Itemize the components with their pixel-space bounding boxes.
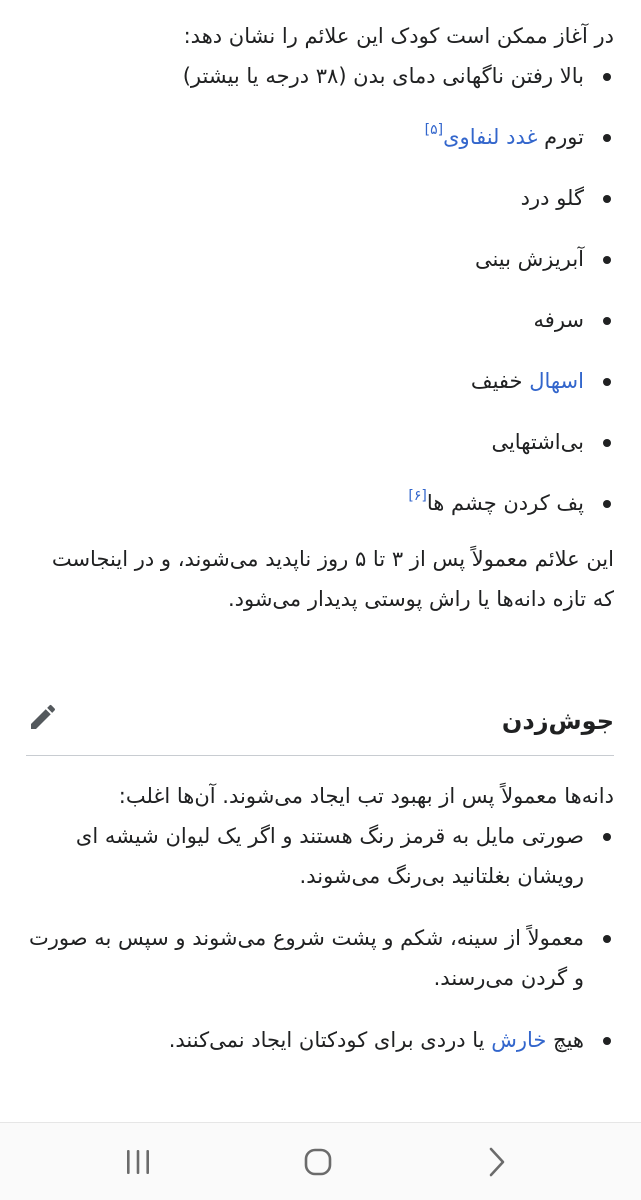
symptoms-list [26,56,614,523]
lymph-nodes-link[interactable]: غدد لنفاوی [443,125,538,149]
list-item-text: تورم [537,125,584,149]
recent-apps-button[interactable] [108,1137,168,1187]
list-item [26,239,614,279]
list-item-text: سرفه [533,308,584,332]
section-title: جوش‌زدن [501,707,614,735]
pencil-icon [27,701,59,733]
article-content [0,16,641,1060]
itching-link[interactable]: خارش [491,1028,547,1052]
list-item [26,56,614,96]
home-icon [301,1145,335,1179]
list-item-text: صورتی مایل به قرمز رنگ هستند و اگر یک لیوان شیشه ای رویشان بغلتانید بی‌رنگ می‌شوند. [75,824,584,888]
reference-5-link[interactable]: [۵] [424,122,444,138]
list-item [26,300,614,340]
list-item [26,117,614,157]
list-item-text: یا دردی برای کودکتان ایجاد نمی‌کنند. [168,1028,492,1052]
list-item [26,361,614,401]
list-item-text: هیچ [546,1028,584,1052]
list-item-text: بالا رفتن ناگهانی دمای بدن (۳۸ درجه یا بیشتر) [182,64,584,88]
list-item [26,918,614,998]
list-item [26,483,614,523]
system-navigation-bar [0,1122,641,1200]
list-item-text: آبریزش بینی [474,247,584,271]
recent-apps-icon [122,1146,154,1178]
edit-section-button[interactable] [27,701,59,733]
symptoms-duration-paragraph: این علائم معمولاً پس از ۳ تا ۵ روز ناپدید می‌شوند، و در اینجاست که تازه دانه‌ها یا راش پوستی پدیدار می‌شود. [51,547,614,611]
home-button[interactable] [288,1137,348,1187]
list-item-text: بی‌اشتهایی [491,430,584,454]
list-item [26,178,614,218]
back-button[interactable] [466,1137,526,1187]
rash-intro: دانه‌ها معمولاً پس از بهبود تب ایجاد می‌شوند. آن‌ها اغلب: [118,784,614,808]
rash-list [26,816,614,1060]
list-item-text: معمولاً از سینه، شکم و پشت شروع می‌شوند و سپس به صورت و گردن می‌رسند. [28,926,584,990]
list-item [26,422,614,462]
reference-6-link[interactable]: [۶] [408,488,427,504]
section-heading-rash [26,695,614,756]
list-item-text: گلو درد [520,186,584,210]
back-chevron-icon [480,1146,512,1178]
list-item-text: خفیف [470,369,530,393]
list-item [26,816,614,896]
symptoms-intro: در آغاز ممکن است کودک این علائم را نشان دهد: [183,24,614,48]
list-item-text: پف کردن چشم ها [426,491,584,515]
list-item [26,1020,614,1060]
diarrhea-link[interactable]: اسهال [529,369,584,393]
